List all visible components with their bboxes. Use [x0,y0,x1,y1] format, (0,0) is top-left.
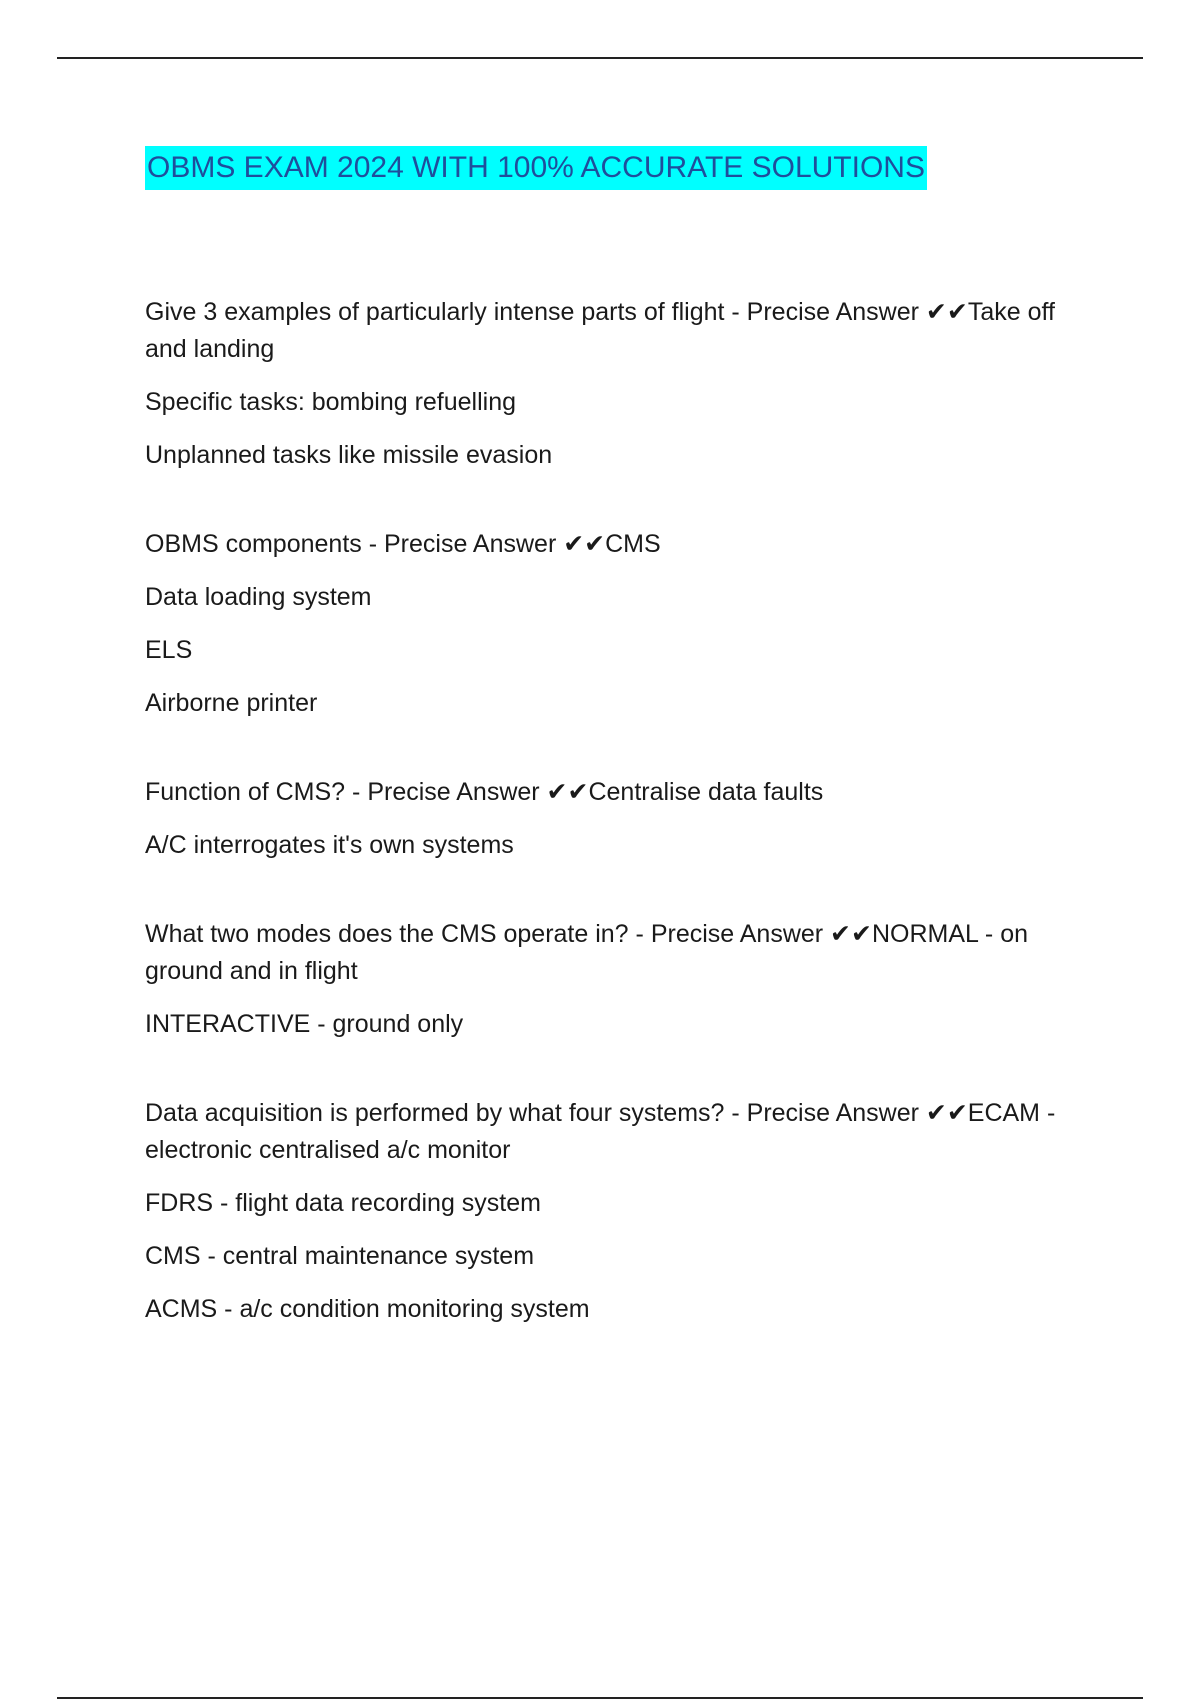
answer-line: FDRS - flight data recording system [145,1189,541,1217]
answer-line: CMS - central maintenance system [145,1242,535,1270]
question-line: Give 3 examples of particularly intense parts of flight - Precise Answer ✔✔Take off and landing [145,298,1055,363]
question-line: Function of CMS? - Precise Answer ✔✔Centralise data faults [145,778,824,806]
qa-item [145,1095,1095,1328]
answer-marker: Precise Answer ✔✔ [367,778,589,806]
answer-line: A/C interrogates it's own systems [145,831,514,859]
answer-line: Unplanned tasks like missile evasion [145,441,553,469]
answer-text: CMS [605,530,661,558]
question-line: Data acquisition is performed by what four systems? - Precise Answer ✔✔ECAM - electronic centralised a/c monitor [145,1099,1056,1164]
answer-line: Specific tasks: bombing refuelling [145,388,517,416]
answer-text: Take off and landing [145,298,1055,363]
answer-marker: Precise Answer ✔✔ [383,530,606,558]
qa-list [145,294,1095,1380]
question-text: Give 3 examples of particularly intense parts of flight [145,298,725,326]
qa-item [145,294,1095,474]
answer-marker: Precise Answer ✔✔ [650,920,872,948]
answer-line: ACMS - a/c condition monitoring system [145,1295,590,1323]
document-title: OBMS EXAM 2024 WITH 100% ACCURATE SOLUTIONS [145,146,927,190]
answer-line: INTERACTIVE - ground only [145,1010,464,1038]
question-text: Data acquisition is performed by what four systems? [145,1099,725,1127]
answer-text: Centralise data faults [588,778,824,806]
top-rule [57,57,1143,59]
qa-item [145,916,1095,1043]
answer-marker: Precise Answer ✔✔ [746,1099,968,1127]
qa-item [145,774,1095,864]
answer-line: Airborne printer [145,689,318,717]
question-text: Function of CMS? [145,778,346,806]
answer-text: NORMAL - on ground and in flight [145,920,1029,985]
answer-line: Data loading system [145,583,372,611]
question-line: OBMS components - Precise Answer ✔✔CMS [145,530,661,558]
qa-item [145,526,1095,722]
answer-marker: Precise Answer ✔✔ [746,298,968,326]
bottom-rule [57,1697,1143,1699]
answer-line: ELS [145,636,193,664]
answer-text: ECAM - electronic centralised a/c monitor [145,1099,1056,1164]
question-text: OBMS components [145,530,362,558]
question-line: What two modes does the CMS operate in? - Precise Answer ✔✔NORMAL - on ground and in flight [145,920,1029,985]
question-text: What two modes does the CMS operate in? [145,920,629,948]
